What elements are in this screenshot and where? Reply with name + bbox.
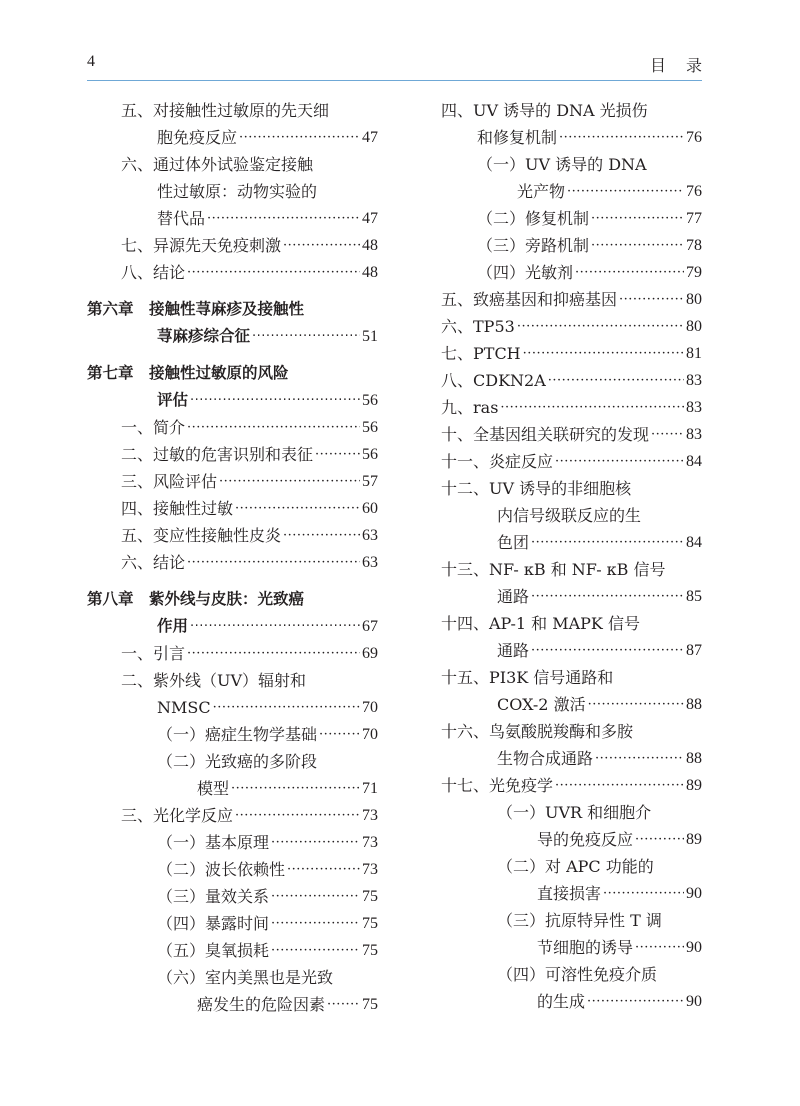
toc-entry-line bbox=[87, 97, 378, 124]
toc-entry-line bbox=[87, 549, 378, 576]
toc-entry-line bbox=[87, 991, 378, 1018]
toc-page-number: 88 bbox=[686, 750, 702, 767]
toc-entry-text: （一）UV 诱导的 DNA bbox=[477, 155, 647, 174]
toc-page-number: 88 bbox=[686, 696, 702, 713]
toc-page-number: 87 bbox=[686, 642, 702, 659]
toc-entry bbox=[87, 97, 378, 151]
toc-entry-line bbox=[441, 205, 702, 232]
toc-page-number: 56 bbox=[362, 392, 378, 409]
dot-leader bbox=[588, 691, 684, 718]
toc-chapter-entry bbox=[87, 296, 378, 350]
toc-entry-text: 十、全基因组关联研究的发现 bbox=[441, 425, 650, 444]
toc-entry bbox=[87, 856, 378, 883]
toc-page-number: 67 bbox=[362, 618, 378, 635]
dot-leader bbox=[591, 232, 684, 259]
toc-entry-line bbox=[441, 556, 702, 583]
toc-entry-line bbox=[87, 748, 378, 775]
toc-entry-line bbox=[441, 745, 702, 772]
dot-leader bbox=[635, 826, 684, 853]
toc-entry-line bbox=[441, 421, 702, 448]
toc-entry-line bbox=[87, 495, 378, 522]
dot-leader bbox=[523, 340, 684, 367]
toc-page-number: 60 bbox=[362, 500, 378, 517]
toc-page-number: 90 bbox=[686, 885, 702, 902]
toc-entry-line bbox=[441, 367, 702, 394]
toc-entry-text: 八、CDKN2A bbox=[441, 371, 546, 390]
toc-page-number: 76 bbox=[686, 183, 702, 200]
toc-page-number: 48 bbox=[362, 264, 378, 281]
toc-entry-line bbox=[441, 259, 702, 286]
toc-entry-text: 导的免疫反应 bbox=[537, 830, 634, 849]
toc-entry bbox=[87, 721, 378, 748]
toc-page-number: 73 bbox=[362, 834, 378, 851]
toc-entry-text: 十五、PI3K 信号通路和 bbox=[441, 668, 614, 687]
toc-entry-text: 十三、NF- κB 和 NF- κB 信号 bbox=[441, 560, 666, 579]
toc-entry bbox=[441, 97, 702, 151]
dot-leader bbox=[531, 529, 684, 556]
toc-entry-line bbox=[441, 313, 702, 340]
toc-entry-line bbox=[87, 414, 378, 441]
toc-entry-line bbox=[441, 178, 702, 205]
toc-entry-text: （三）旁路机制 bbox=[477, 236, 590, 255]
dot-leader bbox=[287, 856, 360, 883]
toc-entry-text: 一、简介 bbox=[121, 418, 186, 437]
toc-entry-line bbox=[87, 694, 378, 721]
toc-entry-text: 内信号级联反应的生 bbox=[497, 506, 642, 525]
dot-leader bbox=[187, 259, 360, 286]
dot-leader bbox=[587, 988, 684, 1015]
dot-leader bbox=[319, 721, 360, 748]
dot-leader bbox=[603, 880, 684, 907]
dot-leader bbox=[531, 583, 684, 610]
toc-entry-line bbox=[87, 151, 378, 178]
toc-entry-text: （六）室内美黑也是光致 bbox=[157, 968, 334, 987]
toc-entry-line bbox=[87, 441, 378, 468]
header-rule bbox=[87, 80, 702, 81]
toc-entry bbox=[441, 799, 702, 853]
dot-leader bbox=[231, 775, 360, 802]
toc-entry-line bbox=[441, 394, 702, 421]
toc-entry-line bbox=[441, 988, 702, 1015]
toc-entry bbox=[441, 853, 702, 907]
toc-entry-text: 评估 bbox=[157, 391, 189, 409]
toc-entry-text: （四）暴露时间 bbox=[157, 914, 270, 933]
dot-leader bbox=[239, 124, 360, 151]
toc-entry bbox=[87, 802, 378, 829]
toc-entry bbox=[87, 667, 378, 721]
toc-entry-text: 一、引言 bbox=[121, 644, 186, 663]
toc-entry-line bbox=[441, 961, 702, 988]
toc-page-number: 90 bbox=[686, 993, 702, 1010]
toc-page-number: 47 bbox=[362, 210, 378, 227]
toc-entry-line bbox=[87, 360, 378, 387]
dot-leader bbox=[283, 522, 360, 549]
toc-entry-line bbox=[441, 664, 702, 691]
toc-entry-text: COX-2 激活 bbox=[497, 695, 586, 714]
toc-left-column bbox=[87, 97, 378, 1018]
dot-leader bbox=[651, 421, 684, 448]
toc-entry-text: 四、UV 诱导的 DNA 光损伤 bbox=[441, 101, 648, 120]
toc-entry bbox=[87, 151, 378, 232]
dot-leader bbox=[315, 441, 360, 468]
toc-entry-text: 五、对接触性过敏原的先天细 bbox=[121, 101, 330, 120]
dot-leader bbox=[283, 232, 360, 259]
dot-leader bbox=[271, 910, 360, 937]
toc-entry-text: （二）波长依赖性 bbox=[157, 860, 286, 879]
toc-entry-text: 胞免疫反应 bbox=[157, 128, 238, 147]
toc-entry-line bbox=[441, 529, 702, 556]
toc-page-number: 80 bbox=[686, 291, 702, 308]
toc-page-number: 83 bbox=[686, 399, 702, 416]
toc-entry bbox=[87, 232, 378, 259]
toc-entry-text: 七、异源先天免疫刺激 bbox=[121, 236, 282, 255]
toc-entry-line bbox=[441, 826, 702, 853]
toc-entry-text: 癌发生的危险因素 bbox=[197, 995, 326, 1014]
toc-entry bbox=[441, 340, 702, 367]
toc-entry-text: 性过敏原：动物实验的 bbox=[157, 182, 318, 201]
toc-page-number: 83 bbox=[686, 426, 702, 443]
toc-entry bbox=[441, 286, 702, 313]
toc-entry-line bbox=[87, 586, 378, 613]
toc-entry-text: 十四、AP-1 和 MAPK 信号 bbox=[441, 614, 640, 633]
toc-entry bbox=[441, 151, 702, 205]
toc-page-number: 89 bbox=[686, 777, 702, 794]
toc-page-number: 80 bbox=[686, 318, 702, 335]
toc-entry-text: （三）量效关系 bbox=[157, 887, 270, 906]
toc-entry bbox=[87, 748, 378, 802]
toc-entry bbox=[441, 232, 702, 259]
toc-entry bbox=[441, 475, 702, 556]
toc-entry-line bbox=[441, 799, 702, 826]
toc-entry bbox=[441, 610, 702, 664]
toc-entry-text: （四）可溶性免疫介质 bbox=[497, 965, 658, 984]
toc-entry-text: 二、过敏的危害识别和表征 bbox=[121, 445, 314, 464]
toc-entry-text: 三、光化学反应 bbox=[121, 806, 234, 825]
toc-entry bbox=[441, 448, 702, 475]
toc-page-number: 71 bbox=[362, 780, 378, 797]
dot-leader bbox=[555, 448, 684, 475]
toc-entry bbox=[87, 910, 378, 937]
toc-entry-line bbox=[441, 583, 702, 610]
toc-entry-text: 的生成 bbox=[537, 992, 586, 1011]
toc-right-column bbox=[441, 97, 702, 1015]
dot-leader bbox=[252, 323, 360, 350]
toc-page-number: 84 bbox=[686, 534, 702, 551]
toc-entry bbox=[441, 313, 702, 340]
toc-entry-line bbox=[441, 718, 702, 745]
toc-page-number: 47 bbox=[362, 129, 378, 146]
toc-chapter-entry bbox=[87, 586, 378, 640]
toc-entry-line bbox=[87, 829, 378, 856]
toc-entry bbox=[87, 549, 378, 576]
toc-page-number: 75 bbox=[362, 915, 378, 932]
toc-entry-text: （二）修复机制 bbox=[477, 209, 590, 228]
toc-entry-line bbox=[441, 934, 702, 961]
toc-entry-text: 作用 bbox=[157, 617, 189, 635]
toc-entry-line bbox=[441, 907, 702, 934]
toc-page-number: 75 bbox=[362, 996, 378, 1013]
toc-entry-line bbox=[87, 802, 378, 829]
toc-page-number: 70 bbox=[362, 726, 378, 743]
toc-entry-text: 替代品 bbox=[157, 209, 206, 228]
toc-entry bbox=[87, 414, 378, 441]
toc-entry bbox=[441, 961, 702, 1015]
toc-entry-line bbox=[441, 97, 702, 124]
dot-leader bbox=[327, 991, 360, 1018]
toc-entry-line bbox=[87, 613, 378, 640]
toc-entry-text: 六、结论 bbox=[121, 553, 186, 572]
toc-entry-line bbox=[87, 387, 378, 414]
toc-page-number: 63 bbox=[362, 527, 378, 544]
toc-entry bbox=[441, 664, 702, 718]
toc-entry bbox=[441, 772, 702, 799]
toc-entry bbox=[441, 367, 702, 394]
toc-page-number: 56 bbox=[362, 419, 378, 436]
toc-entry-line bbox=[441, 340, 702, 367]
toc-entry-line bbox=[441, 610, 702, 637]
toc-entry bbox=[441, 394, 702, 421]
dot-leader bbox=[635, 934, 684, 961]
toc-entry-line bbox=[441, 475, 702, 502]
toc-page-number: 57 bbox=[362, 473, 378, 490]
toc-entry-text: 四、接触性过敏 bbox=[121, 499, 234, 518]
toc-entry-text: 荨麻疹综合征 bbox=[157, 327, 251, 345]
toc-entry-text: 生物合成通路 bbox=[497, 749, 594, 768]
toc-entry-line bbox=[87, 522, 378, 549]
dot-leader bbox=[591, 205, 684, 232]
toc-page-number: 78 bbox=[686, 237, 702, 254]
toc-entry-line bbox=[441, 151, 702, 178]
toc-entry-line bbox=[87, 259, 378, 286]
toc-entry-text: 第六章 接触性荨麻疹及接触性 bbox=[87, 300, 305, 318]
toc-page-number: 51 bbox=[362, 328, 378, 345]
toc-entry bbox=[87, 468, 378, 495]
toc-entry-line bbox=[441, 502, 702, 529]
toc-page-number: 84 bbox=[686, 453, 702, 470]
toc-entry-text: 十七、光免疫学 bbox=[441, 776, 554, 795]
toc-page-number: 63 bbox=[362, 554, 378, 571]
dot-leader bbox=[517, 313, 684, 340]
toc-entry-text: （四）光敏剂 bbox=[477, 263, 574, 282]
toc-entry-line bbox=[87, 883, 378, 910]
toc-entry-text: （二）光致癌的多阶段 bbox=[157, 752, 318, 771]
dot-leader bbox=[271, 883, 360, 910]
toc-entry-text: 第八章 紫外线与皮肤：光致癌 bbox=[87, 590, 305, 608]
toc-entry bbox=[441, 718, 702, 772]
dot-leader bbox=[575, 259, 684, 286]
toc-entry-line bbox=[87, 775, 378, 802]
toc-entry-text: 十六、鸟氨酸脱羧酶和多胺 bbox=[441, 722, 634, 741]
page-number: 4 bbox=[87, 53, 95, 70]
dot-leader bbox=[213, 694, 360, 721]
toc-entry-line bbox=[441, 853, 702, 880]
toc-entry-text: 通路 bbox=[497, 641, 530, 660]
toc-entry-text: 五、变应性接触性皮炎 bbox=[121, 526, 282, 545]
toc-entry bbox=[87, 522, 378, 549]
dot-leader bbox=[187, 414, 360, 441]
dot-leader bbox=[595, 745, 684, 772]
toc-entry-text: 十一、炎症反应 bbox=[441, 452, 554, 471]
dot-leader bbox=[548, 367, 684, 394]
dot-leader bbox=[567, 178, 684, 205]
toc-entry bbox=[87, 829, 378, 856]
toc-entry bbox=[87, 495, 378, 522]
toc-entry-line bbox=[87, 910, 378, 937]
toc-entry-line bbox=[87, 232, 378, 259]
toc-entry bbox=[87, 640, 378, 667]
dot-leader bbox=[500, 394, 684, 421]
toc-entry-text: 八、结论 bbox=[121, 263, 186, 282]
toc-entry bbox=[87, 964, 378, 1018]
toc-entry-text: 三、风险评估 bbox=[121, 472, 218, 491]
toc-page-number: 89 bbox=[686, 831, 702, 848]
dot-leader bbox=[559, 124, 684, 151]
toc-entry-line bbox=[87, 667, 378, 694]
toc-entry-line bbox=[441, 124, 702, 151]
toc-entry-text: 节细胞的诱导 bbox=[537, 938, 634, 957]
toc-entry-line bbox=[441, 232, 702, 259]
toc-entry-line bbox=[87, 296, 378, 323]
dot-leader bbox=[235, 495, 360, 522]
toc-entry-text: 十二、UV 诱导的非细胞核 bbox=[441, 479, 632, 498]
toc-entry bbox=[87, 883, 378, 910]
toc-entry-line bbox=[441, 286, 702, 313]
toc-entry-line bbox=[87, 640, 378, 667]
toc-entry-text: （一）基本原理 bbox=[157, 833, 270, 852]
toc-entry-text: 二、紫外线（UV）辐射和 bbox=[121, 671, 307, 690]
toc-entry-line bbox=[87, 124, 378, 151]
toc-page-number: 48 bbox=[362, 237, 378, 254]
dot-leader bbox=[619, 286, 684, 313]
toc-entry bbox=[441, 907, 702, 961]
toc-entry-text: 第七章 接触性过敏原的风险 bbox=[87, 364, 289, 382]
toc-entry-line bbox=[87, 964, 378, 991]
toc-page-number: 75 bbox=[362, 942, 378, 959]
toc-entry bbox=[441, 205, 702, 232]
toc-entry-text: 六、通过体外试验鉴定接触 bbox=[121, 155, 314, 174]
dot-leader bbox=[531, 637, 684, 664]
toc-entry-line bbox=[87, 178, 378, 205]
toc-page-number: 73 bbox=[362, 807, 378, 824]
toc-entry-line bbox=[87, 323, 378, 350]
toc-entry-text: 色团 bbox=[497, 533, 530, 552]
toc-entry bbox=[441, 421, 702, 448]
toc-entry-line bbox=[87, 856, 378, 883]
toc-entry-line bbox=[441, 637, 702, 664]
toc-entry bbox=[441, 259, 702, 286]
toc-entry-text: 和修复机制 bbox=[477, 128, 558, 147]
toc-page-number: 81 bbox=[686, 345, 702, 362]
dot-leader bbox=[555, 772, 684, 799]
toc-entry-line bbox=[87, 937, 378, 964]
dot-leader bbox=[271, 937, 360, 964]
toc-page-number: 90 bbox=[686, 939, 702, 956]
dot-leader bbox=[190, 387, 360, 414]
toc-entry-text: 九、ras bbox=[441, 398, 499, 417]
toc-entry-line bbox=[87, 205, 378, 232]
dot-leader bbox=[219, 468, 360, 495]
toc-entry bbox=[87, 441, 378, 468]
toc-entry-text: （三）抗原特异性 T 调 bbox=[497, 911, 662, 930]
toc-chapter-entry bbox=[87, 360, 378, 414]
toc-entry-text: （五）臭氧损耗 bbox=[157, 941, 270, 960]
toc-page-number: 73 bbox=[362, 861, 378, 878]
toc-page-number: 83 bbox=[686, 372, 702, 389]
toc-entry-line bbox=[441, 448, 702, 475]
toc-entry bbox=[87, 259, 378, 286]
dot-leader bbox=[187, 640, 360, 667]
dot-leader bbox=[271, 829, 360, 856]
toc-entry bbox=[87, 937, 378, 964]
toc-page-number: 77 bbox=[686, 210, 702, 227]
toc-page-number: 79 bbox=[686, 264, 702, 281]
toc-entry-text: （二）对 APC 功能的 bbox=[497, 857, 654, 876]
toc-entry-text: （一）UVR 和细胞介 bbox=[497, 803, 652, 822]
toc-entry-text: 光产物 bbox=[517, 182, 566, 201]
toc-entry-text: 五、致癌基因和抑癌基因 bbox=[441, 290, 618, 309]
page-header bbox=[87, 50, 722, 80]
toc-entry-text: 直接损害 bbox=[537, 884, 602, 903]
toc-entry-text: （一）癌症生物学基础 bbox=[157, 725, 318, 744]
toc-entry-text: 通路 bbox=[497, 587, 530, 606]
toc-entry-line bbox=[441, 880, 702, 907]
toc-entry-line bbox=[87, 468, 378, 495]
toc-entry-text: NMSC bbox=[157, 698, 211, 717]
toc-page-number: 85 bbox=[686, 588, 702, 605]
toc-entry-line bbox=[87, 721, 378, 748]
toc-entry-text: 六、TP53 bbox=[441, 317, 515, 336]
toc-entry-line bbox=[441, 772, 702, 799]
toc-entry-line bbox=[441, 691, 702, 718]
dot-leader bbox=[235, 802, 360, 829]
toc-page-number: 76 bbox=[686, 129, 702, 146]
page-title: 目录 bbox=[649, 56, 722, 75]
dot-leader bbox=[190, 613, 360, 640]
toc-entry-text: 七、PTCH bbox=[441, 344, 521, 363]
dot-leader bbox=[207, 205, 360, 232]
toc-entry-text: 模型 bbox=[197, 779, 230, 798]
toc-page-number: 75 bbox=[362, 888, 378, 905]
toc-page-number: 56 bbox=[362, 446, 378, 463]
dot-leader bbox=[187, 549, 360, 576]
toc-entry bbox=[441, 556, 702, 610]
toc-page-number: 70 bbox=[362, 699, 378, 716]
toc-page-number: 69 bbox=[362, 645, 378, 662]
